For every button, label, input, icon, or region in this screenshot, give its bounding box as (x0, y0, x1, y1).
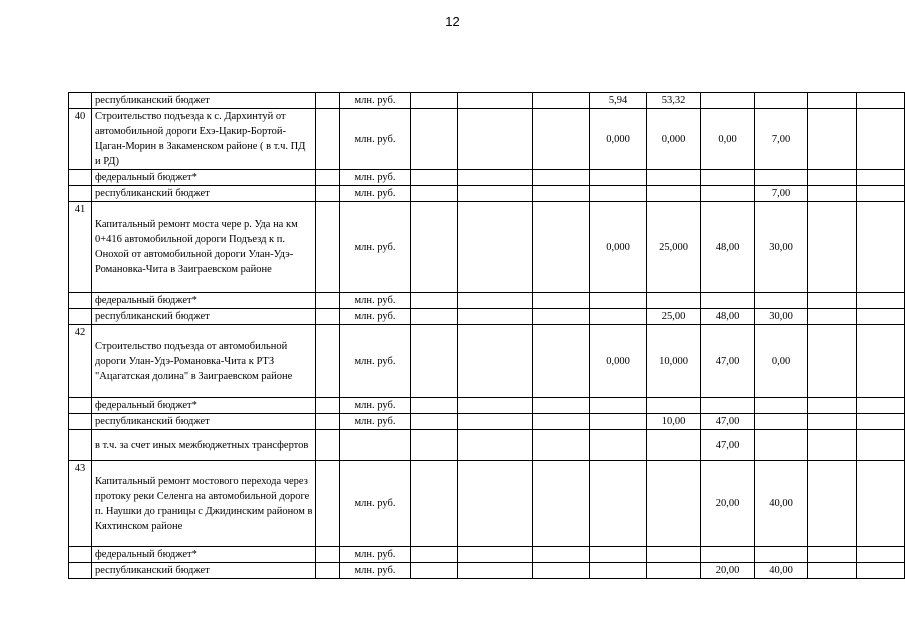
row-number (69, 186, 92, 202)
blank-cell (411, 414, 458, 430)
value-cell (533, 325, 590, 398)
table-row (69, 325, 905, 398)
value-cell (458, 563, 533, 579)
value-cell (533, 309, 590, 325)
value-cell (590, 414, 647, 430)
row-number (69, 430, 92, 461)
row-description: Капитальный ремонт моста чере р. Уда на км 0+416 автомобильной дороги Подъезд к п. Онохой от автомобильной дороги Улан-Удэ-Романовка-Чита в Заиграевском районе (92, 202, 316, 293)
value-cell: 47,00 (701, 325, 755, 398)
value-cell (590, 461, 647, 547)
value-cell (590, 186, 647, 202)
value-cell (533, 563, 590, 579)
table-row (69, 547, 905, 563)
row-unit: млн. руб. (340, 186, 411, 202)
row-unit: млн. руб. (340, 414, 411, 430)
blank-cell (316, 398, 340, 414)
value-cell: 0,000 (590, 325, 647, 398)
value-cell (857, 293, 905, 309)
row-description: федеральный бюджет* (92, 293, 316, 309)
value-cell (857, 93, 905, 109)
value-cell (755, 93, 808, 109)
value-cell (647, 398, 701, 414)
row-description: федеральный бюджет* (92, 170, 316, 186)
row-description: республиканский бюджет (92, 186, 316, 202)
value-cell: 7,00 (755, 109, 808, 170)
value-cell (808, 109, 857, 170)
table-row (69, 109, 905, 170)
value-cell (590, 563, 647, 579)
row-number (69, 93, 92, 109)
value-cell: 0,00 (755, 325, 808, 398)
blank-cell (316, 461, 340, 547)
value-cell (647, 547, 701, 563)
value-cell (590, 170, 647, 186)
value-cell (808, 398, 857, 414)
row-number: 40 (69, 109, 92, 170)
value-cell (458, 293, 533, 309)
value-cell (533, 186, 590, 202)
row-number (69, 547, 92, 563)
blank-cell (411, 547, 458, 563)
blank-cell (411, 461, 458, 547)
blank-cell (316, 170, 340, 186)
value-cell: 0,000 (647, 109, 701, 170)
row-unit: млн. руб. (340, 398, 411, 414)
value-cell (857, 461, 905, 547)
page-number: 12 (445, 14, 460, 29)
value-cell (755, 293, 808, 309)
table-row (69, 186, 905, 202)
table-row (69, 461, 905, 547)
value-cell (857, 547, 905, 563)
table-row (69, 398, 905, 414)
value-cell (533, 461, 590, 547)
blank-cell (411, 202, 458, 293)
blank-cell (411, 93, 458, 109)
value-cell (458, 93, 533, 109)
table-row (69, 93, 905, 109)
blank-cell (411, 398, 458, 414)
value-cell (533, 430, 590, 461)
row-number (69, 398, 92, 414)
table-row (69, 309, 905, 325)
row-description: федеральный бюджет* (92, 398, 316, 414)
value-cell (701, 547, 755, 563)
value-cell (857, 109, 905, 170)
row-description: Капитальный ремонт мостового перехода через протоку реки Селенга на автомобильной дороге п. Наушки до границы с Джидинским районом в Кяхтинском районе (92, 461, 316, 547)
value-cell (808, 430, 857, 461)
value-cell (808, 170, 857, 186)
row-unit: млн. руб. (340, 461, 411, 547)
blank-cell (411, 563, 458, 579)
table-row (69, 202, 905, 293)
row-description: республиканский бюджет (92, 93, 316, 109)
value-cell (533, 93, 590, 109)
value-cell (808, 202, 857, 293)
value-cell (458, 461, 533, 547)
value-cell (458, 414, 533, 430)
table-row (69, 414, 905, 430)
value-cell: 25,00 (647, 309, 701, 325)
row-number (69, 170, 92, 186)
value-cell: 47,00 (701, 414, 755, 430)
row-description: Строительство подъезда к с. Дархинтуй от автомобильной дороги Ехэ-Цакир-Бортой-Цаган-Морин в Закаменском районе ( в т.ч. ПД и РД) (92, 109, 316, 170)
table-row (69, 563, 905, 579)
blank-cell (316, 109, 340, 170)
blank-cell (316, 309, 340, 325)
blank-cell (316, 325, 340, 398)
value-cell (808, 293, 857, 309)
value-cell: 53,32 (647, 93, 701, 109)
value-cell: 0,00 (701, 109, 755, 170)
value-cell: 20,00 (701, 461, 755, 547)
value-cell (755, 547, 808, 563)
blank-cell (411, 109, 458, 170)
row-number (69, 414, 92, 430)
value-cell: 5,94 (590, 93, 647, 109)
row-unit: млн. руб. (340, 109, 411, 170)
value-cell (458, 309, 533, 325)
blank-cell (316, 563, 340, 579)
value-cell: 40,00 (755, 563, 808, 579)
value-cell (458, 170, 533, 186)
blank-cell (411, 293, 458, 309)
row-unit: млн. руб. (340, 293, 411, 309)
table-row (69, 430, 905, 461)
value-cell: 10,00 (647, 414, 701, 430)
value-cell (701, 93, 755, 109)
value-cell (533, 202, 590, 293)
value-cell (458, 186, 533, 202)
row-unit: млн. руб. (340, 309, 411, 325)
value-cell (857, 430, 905, 461)
row-description: в т.ч. за счет иных межбюджетных трансфертов (92, 430, 316, 461)
value-cell (533, 414, 590, 430)
table-row (69, 293, 905, 309)
value-cell: 48,00 (701, 309, 755, 325)
value-cell (533, 398, 590, 414)
value-cell (808, 93, 857, 109)
value-cell (590, 293, 647, 309)
value-cell (458, 398, 533, 414)
value-cell: 7,00 (755, 186, 808, 202)
row-description: федеральный бюджет* (92, 547, 316, 563)
value-cell: 0,000 (590, 202, 647, 293)
value-cell (857, 563, 905, 579)
value-cell (458, 109, 533, 170)
row-unit: млн. руб. (340, 93, 411, 109)
row-unit (340, 430, 411, 461)
row-number (69, 309, 92, 325)
row-unit: млн. руб. (340, 202, 411, 293)
value-cell: 20,00 (701, 563, 755, 579)
value-cell (533, 170, 590, 186)
value-cell (808, 461, 857, 547)
table-row (69, 170, 905, 186)
row-number: 42 (69, 325, 92, 398)
blank-cell (316, 202, 340, 293)
value-cell (533, 547, 590, 563)
value-cell: 30,00 (755, 202, 808, 293)
row-number (69, 293, 92, 309)
value-cell (647, 186, 701, 202)
row-description: Строительство подъезда от автомобильной дороги Улан-Удэ-Романовка-Чита к РТЗ "Ацагатская долина" в Заиграевском районе (92, 325, 316, 398)
value-cell (808, 563, 857, 579)
value-cell (590, 430, 647, 461)
blank-cell (316, 547, 340, 563)
value-cell (701, 398, 755, 414)
value-cell (590, 547, 647, 563)
value-cell (755, 398, 808, 414)
row-unit: млн. руб. (340, 170, 411, 186)
value-cell (647, 461, 701, 547)
value-cell (808, 547, 857, 563)
blank-cell (411, 430, 458, 461)
value-cell (701, 186, 755, 202)
value-cell: 40,00 (755, 461, 808, 547)
value-cell (755, 170, 808, 186)
value-cell (857, 309, 905, 325)
row-number: 43 (69, 461, 92, 547)
row-unit: млн. руб. (340, 325, 411, 398)
value-cell (857, 186, 905, 202)
value-cell (701, 293, 755, 309)
value-cell (755, 414, 808, 430)
value-cell (808, 414, 857, 430)
value-cell (647, 293, 701, 309)
value-cell (647, 170, 701, 186)
blank-cell (411, 170, 458, 186)
value-cell (647, 430, 701, 461)
blank-cell (316, 293, 340, 309)
blank-cell (316, 414, 340, 430)
value-cell (590, 309, 647, 325)
row-number (69, 563, 92, 579)
value-cell (533, 293, 590, 309)
blank-cell (316, 93, 340, 109)
value-cell: 0,000 (590, 109, 647, 170)
blank-cell (411, 186, 458, 202)
value-cell: 10,000 (647, 325, 701, 398)
row-description: республиканский бюджет (92, 414, 316, 430)
value-cell (857, 398, 905, 414)
row-unit: млн. руб. (340, 547, 411, 563)
value-cell (808, 325, 857, 398)
value-cell (458, 325, 533, 398)
value-cell (647, 563, 701, 579)
row-description: республиканский бюджет (92, 563, 316, 579)
value-cell: 47,00 (701, 430, 755, 461)
value-cell (755, 430, 808, 461)
value-cell: 30,00 (755, 309, 808, 325)
blank-cell (316, 186, 340, 202)
value-cell (808, 309, 857, 325)
value-cell (857, 414, 905, 430)
value-cell: 25,000 (647, 202, 701, 293)
value-cell (857, 325, 905, 398)
row-unit: млн. руб. (340, 563, 411, 579)
value-cell (458, 430, 533, 461)
row-number: 41 (69, 202, 92, 293)
value-cell (857, 170, 905, 186)
value-cell (458, 202, 533, 293)
value-cell (808, 186, 857, 202)
value-cell (701, 170, 755, 186)
value-cell (533, 109, 590, 170)
blank-cell (411, 325, 458, 398)
value-cell (458, 547, 533, 563)
budget-table (68, 92, 905, 579)
value-cell (857, 202, 905, 293)
value-cell: 48,00 (701, 202, 755, 293)
value-cell (590, 398, 647, 414)
row-description: республиканский бюджет (92, 309, 316, 325)
blank-cell (316, 430, 340, 461)
blank-cell (411, 309, 458, 325)
